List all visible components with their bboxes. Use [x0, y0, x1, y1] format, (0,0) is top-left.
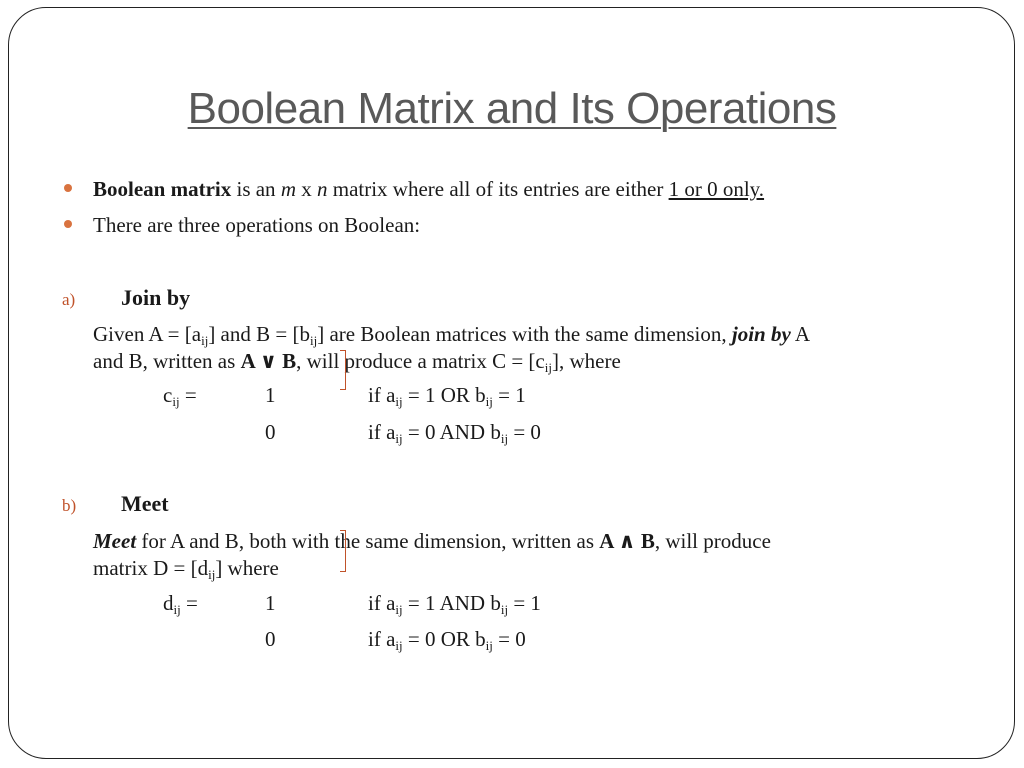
- text: = 0 AND b: [402, 420, 501, 444]
- marker-b: b): [62, 496, 77, 515]
- term-join-by: join by: [731, 322, 791, 346]
- text: =: [179, 383, 197, 407]
- subscript: ij: [172, 394, 180, 409]
- meet-value-0: 0: [265, 627, 276, 651]
- text: ] are Boolean matrices with the same dimension,: [317, 322, 732, 346]
- subscript: ij: [544, 360, 552, 375]
- subscript: ij: [485, 638, 493, 653]
- meet-condition-2: [368, 627, 526, 651]
- expr-a-and-b: A ∧ B: [599, 529, 655, 553]
- text: ], where: [551, 349, 621, 373]
- subscript: ij: [208, 567, 216, 582]
- meet-line-2: [93, 556, 279, 580]
- text: , will produce a matrix C = [c: [296, 349, 545, 373]
- join-condition-2: [368, 420, 541, 444]
- text: ] where: [215, 556, 279, 580]
- text: = 1: [492, 383, 526, 407]
- slide-title: Boolean Matrix and Its Operations: [187, 84, 837, 133]
- text: = 1 AND b: [402, 591, 501, 615]
- text: , will produce: [654, 529, 771, 553]
- heading-join-by: Join by: [121, 285, 191, 310]
- text: is an: [231, 177, 281, 201]
- marker-a: a): [62, 290, 76, 309]
- meet-line-1: [93, 529, 771, 553]
- text: for A and B, both with the same dimension, written as: [136, 529, 600, 553]
- text: = 0: [508, 420, 541, 444]
- bullet-three-operations: There are three operations on Boolean:: [93, 213, 421, 237]
- subscript: ij: [395, 602, 403, 617]
- text: if a: [368, 591, 396, 615]
- meet-condition-1: [368, 591, 541, 615]
- join-value-1: 1: [265, 383, 276, 407]
- text: x: [295, 177, 317, 201]
- expr-a-or-b: A ∨ B: [240, 349, 297, 373]
- text: = 0: [492, 627, 526, 651]
- annotation-bracket: [340, 530, 346, 572]
- text: c: [163, 383, 173, 407]
- text: = 1: [508, 591, 541, 615]
- meet-value-1: 1: [265, 591, 276, 615]
- text: Given A = [a: [93, 322, 202, 346]
- text: and B, written as: [93, 349, 241, 373]
- text: if a: [368, 420, 396, 444]
- join-line-2: [93, 349, 621, 373]
- text: matrix where all of its entries are either: [327, 177, 669, 201]
- var-n: n: [316, 177, 328, 201]
- subscript: ij: [485, 394, 493, 409]
- underlined-only: 1 or 0 only.: [668, 177, 765, 201]
- subscript: ij: [309, 333, 318, 348]
- text: = 1 OR b: [402, 383, 486, 407]
- term-boolean-matrix: Boolean matrix: [93, 177, 232, 201]
- bullet-dot: [64, 220, 72, 228]
- text: A: [790, 322, 811, 346]
- var-m: m: [280, 177, 296, 201]
- text: =: [180, 591, 198, 615]
- text: d: [163, 591, 174, 615]
- heading-meet: Meet: [121, 491, 169, 516]
- text: ] and B = [b: [208, 322, 310, 346]
- join-value-0: 0: [265, 420, 276, 444]
- subscript: ij: [395, 394, 403, 409]
- term-meet: Meet: [93, 529, 137, 553]
- d-ij-label: [163, 591, 198, 615]
- subscript: ij: [500, 431, 509, 446]
- annotation-bracket: [340, 350, 346, 390]
- bullet-dot: [64, 184, 72, 192]
- bullet-boolean-matrix: [93, 177, 764, 201]
- subscript: ij: [173, 602, 181, 617]
- text: = 0 OR b: [402, 627, 486, 651]
- subscript: ij: [500, 602, 509, 617]
- subscript: ij: [395, 431, 403, 446]
- join-condition-1: [368, 383, 526, 407]
- subscript: ij: [201, 333, 209, 348]
- text: matrix D = [d: [93, 556, 209, 580]
- c-ij-label: [163, 383, 197, 407]
- join-line-1: [93, 322, 810, 346]
- text: if a: [368, 627, 396, 651]
- text: if a: [368, 383, 396, 407]
- subscript: ij: [395, 638, 403, 653]
